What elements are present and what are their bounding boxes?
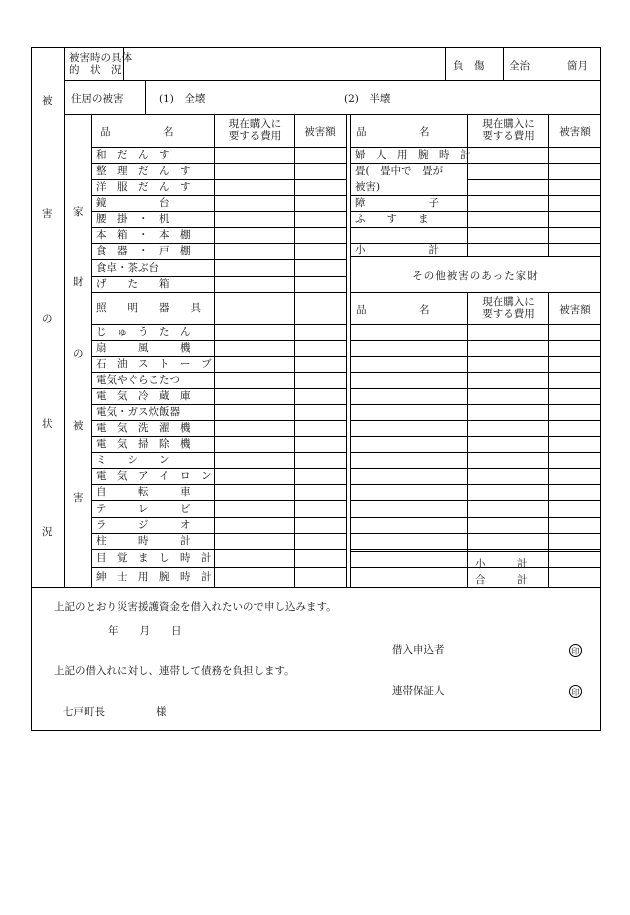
injury-label: 負 傷: [453, 60, 485, 72]
right-item-2: 畳( 畳中で 畳が: [355, 165, 444, 177]
left-item-21: 自 転 車: [96, 486, 191, 498]
left-item-13: 石 油 ス ト ー ブ: [96, 358, 212, 370]
left-header-item: 品 名: [100, 126, 174, 138]
other-header-cost-line1: 現在購入に: [482, 296, 535, 308]
right-header-item: 品 名: [356, 126, 430, 138]
household-label-1: 家: [73, 206, 84, 218]
option-half-destruction: (2) 半壊: [344, 93, 391, 105]
left-header-cost-line2: 要する費用: [228, 129, 282, 142]
side-label-4: 状: [42, 418, 53, 430]
mayor-label: 七戸町長: [63, 706, 105, 718]
left-item-14: 電気やぐらこたつ: [96, 374, 180, 386]
applicant-seal-icon: 印: [569, 644, 582, 657]
residence-damage-label: 住居の被害: [71, 93, 124, 105]
left-header-damage: 被害額: [304, 126, 336, 138]
subtotal-label: 小 計: [475, 558, 528, 570]
side-label-5: 況: [42, 526, 53, 538]
left-item-8: 食卓・茶ぶ台: [96, 261, 159, 274]
left-item-3: 洋 服 だ ん す: [96, 181, 191, 193]
household-label-2: 財: [73, 276, 84, 288]
left-item-12: 扇 風 機: [96, 342, 191, 354]
other-damage-title: その他被害のあった家財: [412, 270, 539, 282]
application-statement: 上記のとおり災害援護資金を借入れたいので申し込みます。: [54, 601, 337, 613]
right-header-damage: 被害額: [559, 126, 591, 138]
left-item-15: 電 気 冷 蔵 庫: [96, 390, 191, 402]
left-item-20: 電 気 ア イ ロ ン: [96, 470, 212, 482]
side-column-border: [64, 48, 65, 587]
right-header-cost: [469, 119, 548, 142]
household-label-3: の: [73, 348, 84, 360]
left-item-10: 照 明 器 具: [96, 302, 201, 314]
left-item-26: 紳 士 用 腕 時 計: [96, 571, 212, 583]
guarantor-label: 連帯保証人: [392, 685, 445, 697]
left-item-5: 腰 掛 ・ 机: [96, 213, 170, 225]
left-item-24: 柱 時 計: [96, 535, 191, 547]
left-item-4: 鏡 台: [96, 197, 170, 209]
sama-label: 様: [156, 706, 167, 718]
application-form: [31, 47, 601, 731]
other-header-cost: [469, 297, 548, 320]
household-label-4: 被: [73, 420, 84, 432]
left-item-22: テ レ ビ: [96, 502, 191, 515]
other-header-damage: 被害額: [559, 304, 591, 316]
guarantor-seal-icon: 印: [569, 685, 582, 698]
side-label-3: の: [42, 313, 53, 325]
total-label: 合 計: [475, 574, 528, 586]
left-item-18: 電 気 掃 除 機: [96, 438, 191, 450]
left-item-1: 和 だ ん す: [96, 149, 170, 161]
left-item-19: ミ シ ン: [96, 454, 170, 466]
applicant-label: 借入申込者: [392, 644, 445, 656]
left-item-16: 電気・ガス炊飯器: [96, 406, 180, 418]
left-item-2: 整 理 だ ん す: [96, 165, 191, 177]
left-item-23: ラ ジ オ: [96, 519, 191, 531]
left-item-25: 目 覚 ま し 時 計: [96, 552, 212, 564]
left-item-11: じ ゅ う た ん: [96, 326, 191, 338]
left-item-17: 電 気 洗 濯 機: [96, 422, 191, 434]
right-item-4: 障 子: [355, 197, 439, 209]
side-label-2: 害: [42, 208, 53, 220]
right-item-5: ふ す ま: [355, 213, 429, 225]
date-field: 年 月 日: [108, 625, 182, 637]
months-label: 箇月: [567, 60, 588, 72]
left-header-cost: [216, 119, 294, 142]
row1-label-line2: 的 状 況: [69, 63, 122, 76]
left-item-9: げ た 箱: [96, 278, 170, 290]
right-header-cost-line1: 現在購入に: [482, 118, 535, 130]
guarantee-statement: 上記の借入れに対し、連帯して債務を負担します。: [54, 665, 295, 677]
right-header-cost-line2: 要する費用: [482, 129, 535, 142]
right-item-3: 被害): [355, 181, 381, 193]
household-label-5: 害: [73, 492, 84, 504]
row1-label-line1: 被害時の具体: [69, 52, 132, 64]
left-item-6: 本 箱 ・ 本 棚: [96, 229, 191, 241]
right-item-7: 小 計: [355, 243, 439, 256]
other-header-item: 品 名: [356, 304, 430, 316]
other-header-cost-line2: 要する費用: [482, 307, 535, 320]
option-total-destruction: (1) 全壊: [159, 93, 206, 105]
left-header-cost-line1: 現在購入に: [228, 118, 282, 130]
left-item-7: 食 器 ・ 戸 棚: [96, 245, 191, 257]
right-item-1: 婦 人 用 腕 時 計: [355, 149, 471, 161]
side-label-1: 被: [42, 95, 53, 107]
recovery-label: 全治: [509, 60, 530, 72]
